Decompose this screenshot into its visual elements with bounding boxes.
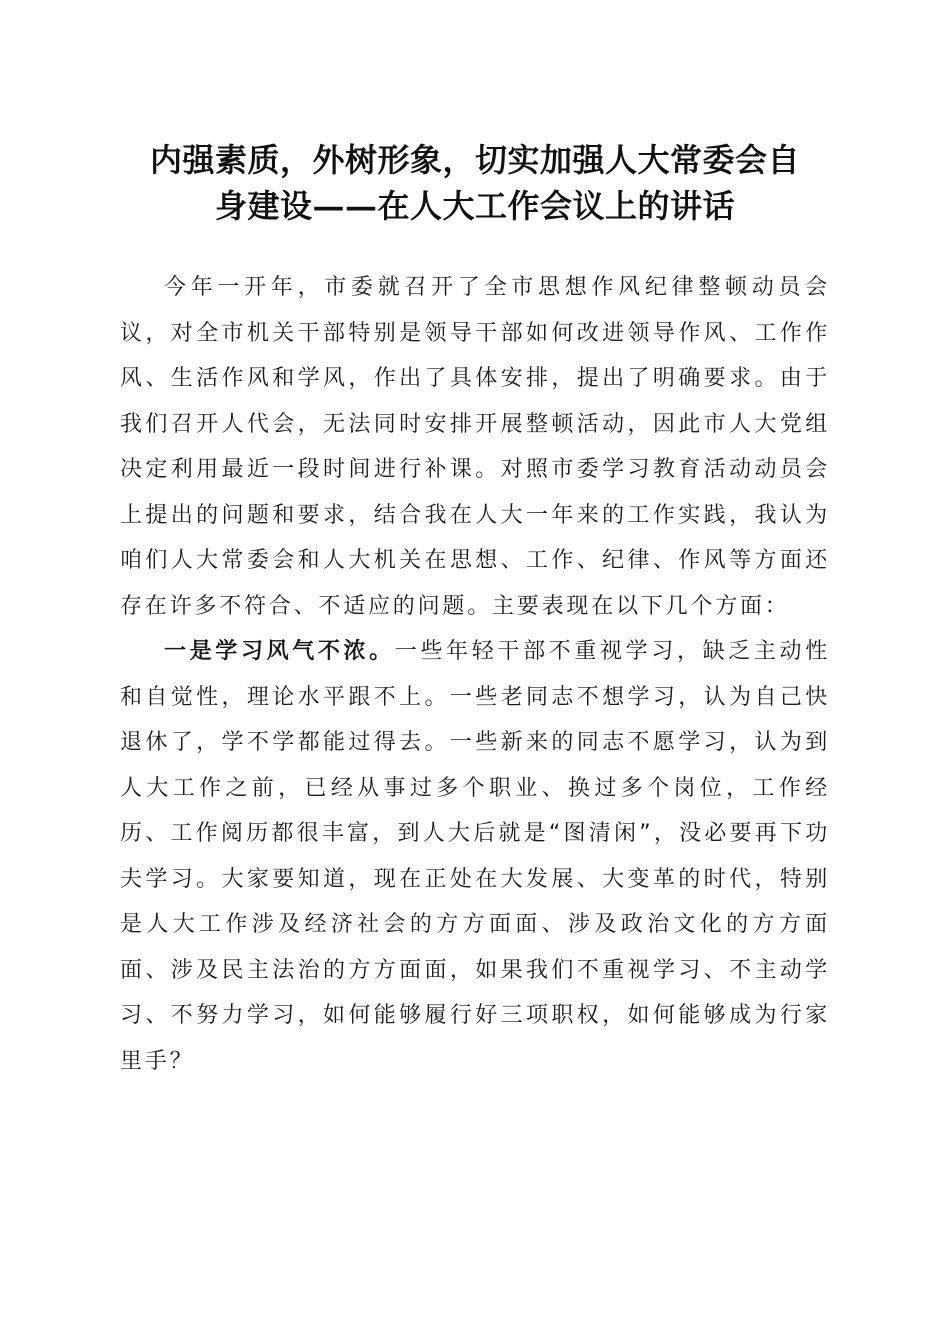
paragraph-intro xyxy=(120,265,830,629)
title-line-2: 身建设——在人大工作会议上的讲话 xyxy=(214,187,735,225)
title-line-1: 内强素质，外树形象，切实加强人大常委会自 xyxy=(149,141,800,179)
paragraph-study-atmosphere xyxy=(120,629,830,1084)
paragraph-study-atmosphere-text: 一些年轻干部不重视学习，缺乏主动性和自觉性，理论水平跟不上。一些老同志不想学习，认为自己快退休了，学不学都能过得去。一些新来的同志不愿学习，认为到人大工作之前，已经从事过多个职业、换过多个岗位，工作经历、工作阅历都很丰富，到人大后就是“图清闲”，没必要再下功夫学习。大家要知道，现在正处在大发展、大变革的时代，特别是人大工作涉及经济社会的方方面面、涉及政治文化的方方面面、涉及民主法治的方方面面，如果我们不重视学习、不主动学习、不努力学习，如何能够履行好三项职权，如何能够成为行家里手？ xyxy=(120,639,830,1074)
document-body xyxy=(120,265,830,1084)
document-title xyxy=(95,137,855,229)
paragraph-intro-text: 今年一开年，市委就召开了全市思想作风纪律整顿动员会议，对全市机关干部特别是领导干部如何改进领导作风、工作作风、生活作风和学风，作出了具体安排，提出了明确要求。由于我们召开人代会，无法同时安排开展整顿活动，因此市人大党组决定利用最近一段时间进行补课。对照市委学习教育活动动员会上提出的问题和要求，结合我在人大一年来的工作实践，我认为咱们人大常委会和人大机关在思想、工作、纪律、作风等方面还存在许多不符合、不适应的问题。主要表现在以下几个方面： xyxy=(120,275,830,619)
paragraph-study-atmosphere-lead: 一是学习风气不浓。 xyxy=(164,639,395,664)
